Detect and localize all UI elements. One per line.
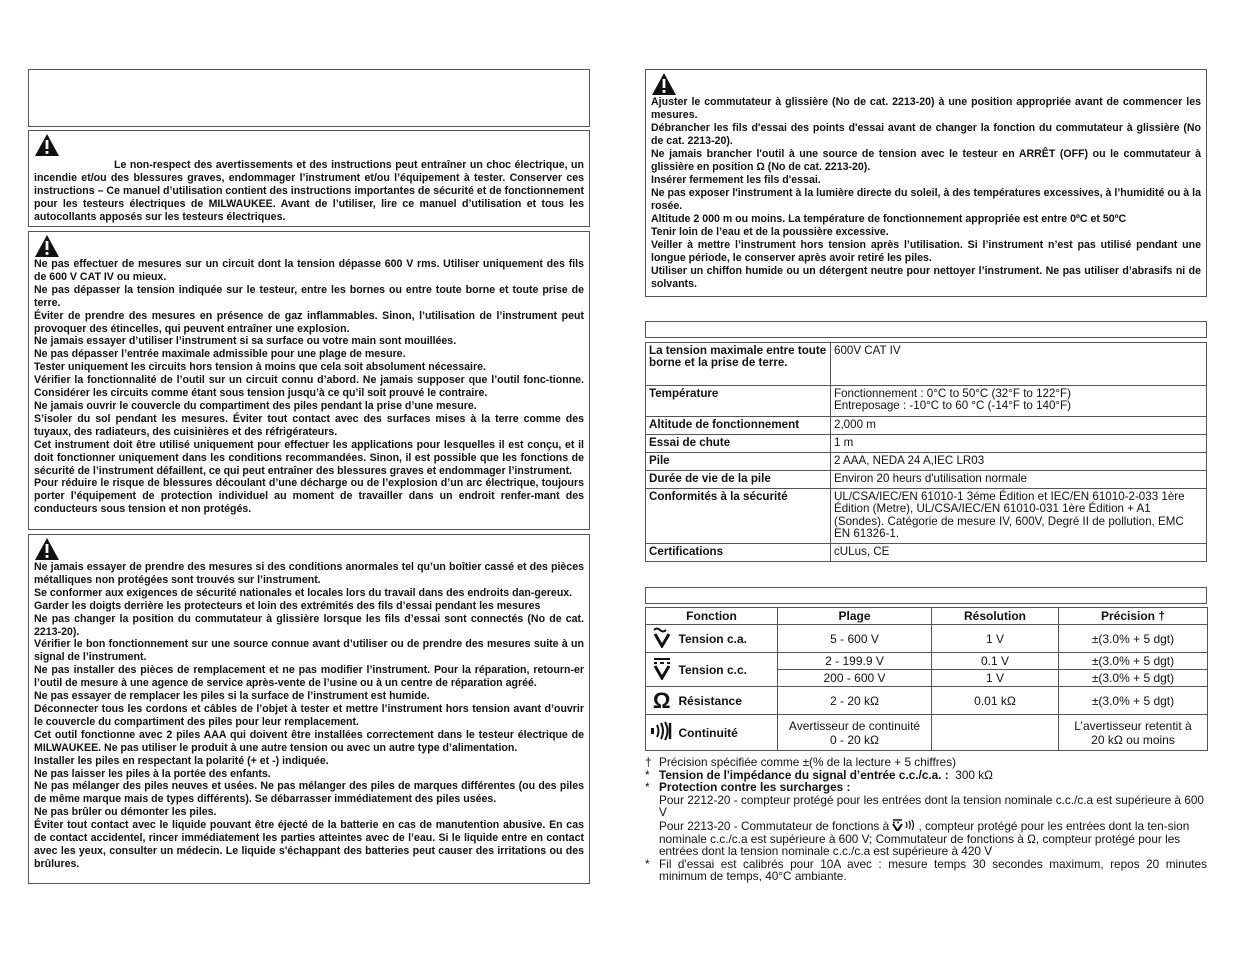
footnotes [645,756,1207,883]
spec-value: UL/CSA/IEC/EN 61010-1 3éme Édition et IEC/EN 61010-2-033 1ère Édition (Metre), UL/CSA/IEC/EN 61010-031 1ère Édition + A1 (Sondes). Catégorie de mesure IV, 600V, Degré II de pollution, EMC EN 61326-1. [831,489,1207,544]
accuracy-value: L’avertisseur retentit à 20 kΩ ou moins [1059,715,1208,751]
footnote-bold: Protection contre les surcharges : [659,780,851,795]
table-row [646,544,1207,562]
warning-line: Ne pas effectuer de mesures sur un circuit dont la tension dépasse 600 V rms. Utiliser uniquement des fils de 600 V CAT IV ou mieux. [34,258,584,283]
specifications-table [645,342,1207,562]
footnote-text: Pour 2212-20 - compteur protégé pour les entrées dont la tension nominale c.c./c.a est supérieure à 600 V [659,792,1204,820]
warning-box-4 [645,69,1207,297]
footnote-mark: * [645,767,650,782]
footnote-text: , compteur protégé pour les entrées dont la ten-sion nominale c.c./c.a est supérieure à 600 V; Commutateur de fonctions à Ω, compteur protégé pour les entrées dont la tension nominale c.c./c.a est supérieure à 420 V [659,818,1190,859]
table-row [646,343,1207,386]
warning-line: Ne jamais brancher l'outil à une source de tension avec le testeur en ARRÊT (OFF) ou le commutateur à glissière en position Ω (No de cat. 2213-20). [651,148,1201,173]
warning-line: Ne pas dépasser l’entrée maximale admissible pour une plage de mesure. [34,348,406,361]
footnote-mark: † [645,755,652,769]
warning-line: Ne pas mélanger des piles neuves et usées. Ne pas mélanger des piles de marques différentes (ou des piles de même marque mais de types différents). Se débarrasser immédiatement des piles usées. [34,780,584,806]
fn-label: Résistance [678,687,778,715]
resolution-value: 1 V [932,670,1059,687]
warning-triangle-icon [34,234,60,258]
warning-line: Insérer fermement les fils d'essai. [651,174,821,186]
warning-line: Débrancher les fils d'essai des points d'essai avant de changer la fonction du commutateur à glissière (No de cat. 2213-20). [651,122,1201,147]
warning-line: Ajuster le commutateur à glissière (No de cat. 2213-20) à une position appropriée avant de commencer les mesures. [651,96,1201,121]
measurement-section-header [645,587,1207,604]
accuracy-value: ±(3.0% + 5 dgt) [1059,687,1208,715]
warning-line: Éviter tout contact avec le liquide pouvant être éjecté de la batterie en cas de manutention abusive. En cas de contact accidentel, rincer immédiatement les parties atteintes avec de l’eau. Si le liquide entre en contact avec les yeux, consulter un médecin. Le liquide s'échappant des batteries peut causer des irritations ou des brûlures. [34,819,584,870]
footnote-bold: Tension de l'impédance du signal d’entrée c.c./c.a. : [659,767,949,782]
warning-line: Ne pas changer la position du commutateur à glissière lorsque les fils d’essai sont connectés (No de cat. 2213-20). [34,612,584,638]
resolution-value: 0.1 V [932,653,1059,670]
col-header-fonction: Fonction [646,608,778,625]
warning-line: Ne jamais ouvrir le couvercle du compartiment des piles pendant la prise d’une mesure. [34,399,477,412]
continuity-icon [646,715,678,751]
title-box [28,69,590,127]
spec-key: Température [646,386,831,417]
spec-key: Pile [646,453,831,471]
spec-value: 2,000 m [831,417,1207,435]
footnote-mark: * [645,780,650,795]
table-row [646,453,1207,471]
table-row [646,417,1207,435]
warning-line: Ne pas brûler ou démonter les piles. [34,806,217,819]
ohm-icon: Ω [646,687,678,715]
range-value: 200 - 600 V [778,670,932,687]
specs-section-header [645,321,1207,338]
measurement-table [645,607,1208,751]
resolution-value [932,715,1059,751]
fn-label: Tension c.a. [678,625,778,653]
warning-line: Cet outil fonctionne avec 2 piles AAA qui doivent être installées correctement dans le testeur électrique de MILWAUKEE. Ne pas utiliser le produit à une autre tension ou avec un autre type d’alimentation. [34,728,584,754]
spec-key: La tension maximale entre toute borne et la prise de terre. [646,343,831,386]
footnote-text: Précision spécifiée comme ±(% de la lecture + 5 chiffres) [659,755,957,769]
warning-line: Tester uniquement les circuits hors tension à moins que cela soit absolument nécessaire. [34,361,486,374]
warning-line: Déconnecter tous les cordons et câbles de l’objet à tester et mettre l’instrument hors tension avant d’ouvrir le couvercle du compartiment des piles pour leur remplacement. [34,702,584,728]
col-header-precision: Précision † [1059,608,1208,625]
warning-line: S’isoler du sol pendant les mesures. Éviter tout contact avec des surfaces mises à la terre comme des tuyaux, des radiateurs, des cuisinières et des réfrigérateurs. [34,412,584,438]
footnote-mark: * [645,856,650,871]
table-row [646,435,1207,453]
warning-line: Altitude 2 000 m ou moins. La température de fonctionnement appropriée est entre 0ºC et 50ºC [651,213,1127,225]
spec-value: 1 m [831,435,1207,453]
fn-label: Tension c.c. [678,653,778,687]
spec-key: Altitude de fonctionnement [646,417,831,435]
table-row [646,471,1207,489]
warning-line: Ne pas exposer l'instrument à la lumière directe du soleil, à des températures excessives, à l’humidité ou à la rosée. [651,187,1201,212]
warning-1-text: Le non-respect des avertissements et des instructions peut entraîner un choc électrique, un incendie et/ou des blessures graves, endommager l’instrument et/ou l’équipement à tester. Conserver ces instructions – Ce manuel d’utilisation contient des instructions importantes de sécurité et de fonctionnement pour les testeurs électriques de MILWAUKEE. Avant de l’utiliser, lire ce manuel d’utilisation et tous les autocollants apposés sur les testeurs électriques. [34,159,584,223]
table-row [646,625,1208,653]
warning-triangle-icon [651,72,677,96]
footnote-4 [645,858,1207,883]
warning-line: Veiller à mettre l’instrument hors tension après l’utilisation. Si l’instrument n’est pas utilisé pendant une longue période, le conserver après avoir retiré les piles. [651,239,1201,264]
warning-line: Ne pas dépasser la tension indiquée sur le testeur, entre les bornes ou entre toute borne et toute prise de terre. [34,283,584,309]
table-row [646,386,1207,417]
warning-line: Se conformer aux exigences de sécurité nationales et locales lors du travail dans des endroits dan-gereux. [34,586,573,599]
warning-triangle-icon [34,537,60,561]
warning-box-1 [28,130,590,227]
spec-key: Durée de vie de la pile [646,471,831,489]
spec-key: Certifications [646,544,831,562]
range-value: 5 - 600 V [778,625,932,653]
table-row [646,653,1208,670]
table-row [646,489,1207,544]
warning-box-2 [28,231,590,530]
resolution-value: 0.01 kΩ [932,687,1059,715]
warning-2-text [34,258,584,516]
warning-line: Vérifier la fonctionnalité de l’outil sur un circuit connu d’abord. Ne jamais supposer que l’outil fonc-tionne. Considérer les circuits comme étant sous tension jusqu’à ce qu’il soit prouvé le contraire. [34,374,584,400]
accuracy-value: ±(3.0% + 5 dgt) [1059,625,1208,653]
spec-key: Conformités à la sécurité [646,489,831,544]
warning-3-text [34,561,584,871]
dc-voltage-icon [646,653,678,687]
warning-line: Ne pas essayer de remplacer les piles si la surface de l’instrument est humide. [34,690,430,703]
table-row [646,687,1208,715]
dc-voltage-continuity-icon [892,819,918,831]
fn-label: Continuité [678,715,778,751]
table-row [646,715,1208,751]
warning-line: Installer les piles en respectant la polarité (+ et -) indiquée. [34,754,329,767]
col-header-plage: Plage [778,608,932,625]
accuracy-value: ±(3.0% + 5 dgt) [1059,653,1208,670]
range-value: Avertisseur de continuité 0 - 20 kΩ [778,715,932,751]
spec-value: cULus, CE [831,544,1207,562]
spec-value: 600V CAT IV [831,343,1207,386]
footnote-text: Fil d'essai est calibrés pour 10A avec : mesure temps 30 secondes maximum, repos 20 minutes minimum de temps, 40°C ambiante. [659,856,1207,884]
warning-line: Ne pas installer des pièces de remplacement et ne pas modifier l’instrument. Pour la réparation, retourn-er l’outil de mesure à une agence de service après-vente de l’usine ou à un centre de réparation agréé. [34,664,584,690]
spec-value: Fonctionnement : 0°C to 50°C (32°F to 122°F) Entreposage : -10°C to 60 °C (-14°F to 140°F) [831,386,1207,417]
warning-line: Tenir loin de l’eau et de la poussière excessive. [651,226,889,238]
footnote-text: Pour 2213-20 - Commutateur de fonctions à [659,818,890,833]
warning-line: Vérifier le bon fonctionnement sur une source connue avant d’utiliser ou de prendre des mesures suite à un signal de l’instrument. [34,638,584,664]
ac-voltage-icon [646,625,678,653]
warning-line: Pour réduire le risque de blessures découlant d’une décharge ou de l’explosion d’un arc électrique, toujours porter l’équipement de protection individuel au moment de travailler dans un endroit renfer-mant des conducteurs sous tension et non protégés. [34,477,584,516]
warning-line: Ne jamais essayer de prendre des mesures si des conditions anormales tel qu’un boîtier cassé et des pièces métalliques non protégées sont trouvés sur l’instrument. [34,561,584,586]
footnote-3 [645,781,1207,858]
spec-key: Essai de chute [646,435,831,453]
spec-value: 2 AAA, NEDA 24 A,IEC LR03 [831,453,1207,471]
range-value: 2 - 20 kΩ [778,687,932,715]
warning-line: Garder les doigts derrière les protecteurs et loin des extrémités des fils d’essai pendant les mesures [34,599,541,612]
col-header-resolution: Résolution [932,608,1059,625]
warning-line: Éviter de prendre des mesures en présence de gaz inflammables. Sinon, l’utilisation de l’instrument peut provoquer des étincelles, qui peuvent entraîner une explosion. [34,309,584,335]
accuracy-value: ±(3.0% + 5 dgt) [1059,670,1208,687]
range-value: 2 - 199.9 V [778,653,932,670]
warning-triangle-icon [34,133,60,157]
warning-line: Utiliser un chiffon humide ou un détergent neutre pour nettoyer l’instrument. Ne pas utiliser d’abrasifs ni de solvants. [651,265,1201,290]
warning-line: Cet instrument doit être utilisé uniquement pour effectuer les applications pour lesquelles il est conçu, et il doit fonctionner uniquement dans les conditions recommandées. Sinon, il est possible que les fonctions de sécurité de l’instrument défaillent, ce qui peut entraîner des blessures graves et endommager l’instrument. [34,438,584,477]
warning-line: Ne pas laisser les piles à la portée des enfants. [34,767,271,780]
resolution-value: 1 V [932,625,1059,653]
spec-value: Environ 20 heurs d'utilisation normale [831,471,1207,489]
warning-box-3 [28,534,590,884]
warning-line: Ne jamais essayer d’utiliser l’instrument si sa surface ou votre main sont mouillées. [34,335,457,348]
table-header-row [646,608,1208,625]
warning-4-text [651,96,1201,291]
footnote-value: 300 kΩ [955,767,993,782]
